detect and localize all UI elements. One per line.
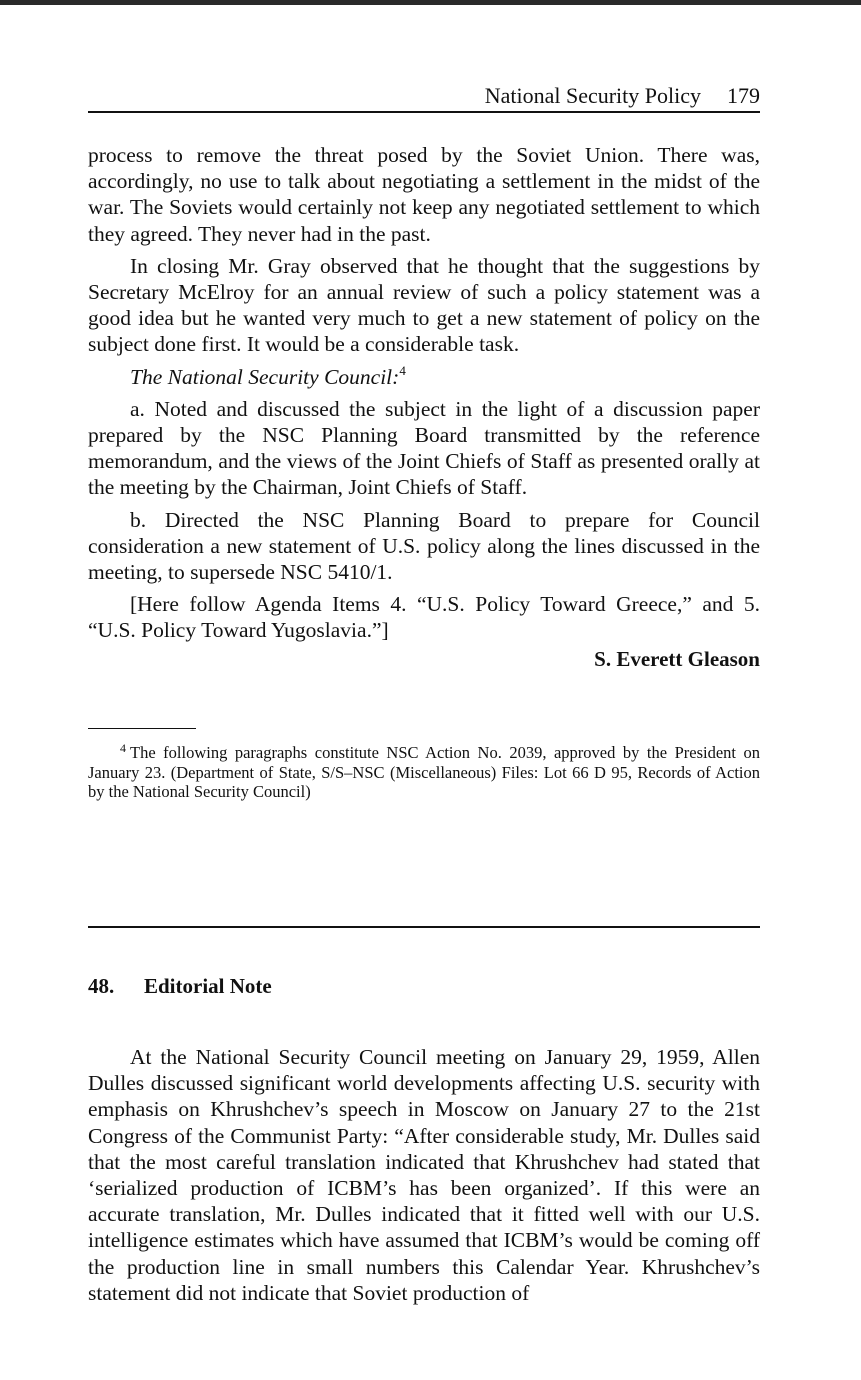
scan-edge [0, 0, 861, 5]
document-title: Editorial Note [144, 974, 272, 998]
editorial-note-heading [88, 973, 760, 999]
top-section-body [88, 142, 760, 650]
header-rule [88, 111, 760, 113]
footnote-text: The following paragraphs constitute NSC Action No. 2039, approved by the President on January 23. (Department of State, S/S–NSC (Miscellaneous) Files: Lot 66 D 95, Records of Action by the National Security Council) [88, 743, 760, 801]
council-heading-text: The National Security Council: [130, 364, 400, 389]
running-title: National Security Policy [484, 83, 701, 108]
footnote-number: 4 [120, 741, 126, 755]
document-number: 48. [88, 974, 115, 998]
running-head [88, 82, 760, 110]
council-heading [88, 364, 760, 390]
editorial-note-body [88, 1044, 760, 1312]
editorial-note-paragraph: At the National Security Council meeting on January 29, 1959, Allen Dulles discussed significant world developments affecting U.S. security with emphasis on Khrushchev’s speech in Moscow on January 27 to the 21st Congress of the Communist Party: “After considerable study, Mr. Dulles said that the most careful translation indicated that Khrushchev had stated that ‘serialized production of ICBM’s has been organized’. If this were an accurate translation, Mr. Dulles indicated that it fitted well with our U.S. intelligence estimates which have assumed that ICBM’s would be coming off the production line in small numbers this Calendar Year. Khrushchev’s statement did not indicate that Soviet production of [88, 1045, 760, 1305]
footnote-rule [88, 728, 196, 729]
signature: S. Everett Gleason [594, 647, 760, 671]
paragraph-continued: process to remove the threat posed by the Soviet Union. There was, accordingly, no use to talk about negotiating a settlement in the midst of the war. The Soviets would certainly not keep any negotiated settlement to which they agreed. They never had in the past. [88, 143, 760, 246]
footnote [88, 743, 760, 802]
paragraph-closing-remarks: In closing Mr. Gray observed that he thought that the suggestions by Secretary McElroy for an annual review of such a policy statement was a good idea but he wanted very much to get a new statement of policy on the subject done first. It would be a considerable task. [88, 253, 760, 357]
agenda-note: [Here follow Agenda Items 4. “U.S. Policy Toward Greece,” and 5. “U.S. Policy Toward Yugoslavia.”] [88, 592, 760, 643]
page-number: 179 [727, 83, 760, 108]
action-a: a. Noted and discussed the subject in the light of a discussion paper prepared by the NSC Planning Board transmitted by the reference memorandum, and the views of the Joint Chiefs of Staff as presented orally at the meeting by the Chairman, Joint Chiefs of Staff. [88, 396, 760, 500]
action-b: b. Directed the NSC Planning Board to prepare for Council consideration a new statement of U.S. policy along the lines discussed in the meeting, to supersede NSC 5410/1. [88, 507, 760, 585]
footnote-reference[interactable]: 4 [399, 362, 406, 378]
section-rule [88, 926, 760, 928]
